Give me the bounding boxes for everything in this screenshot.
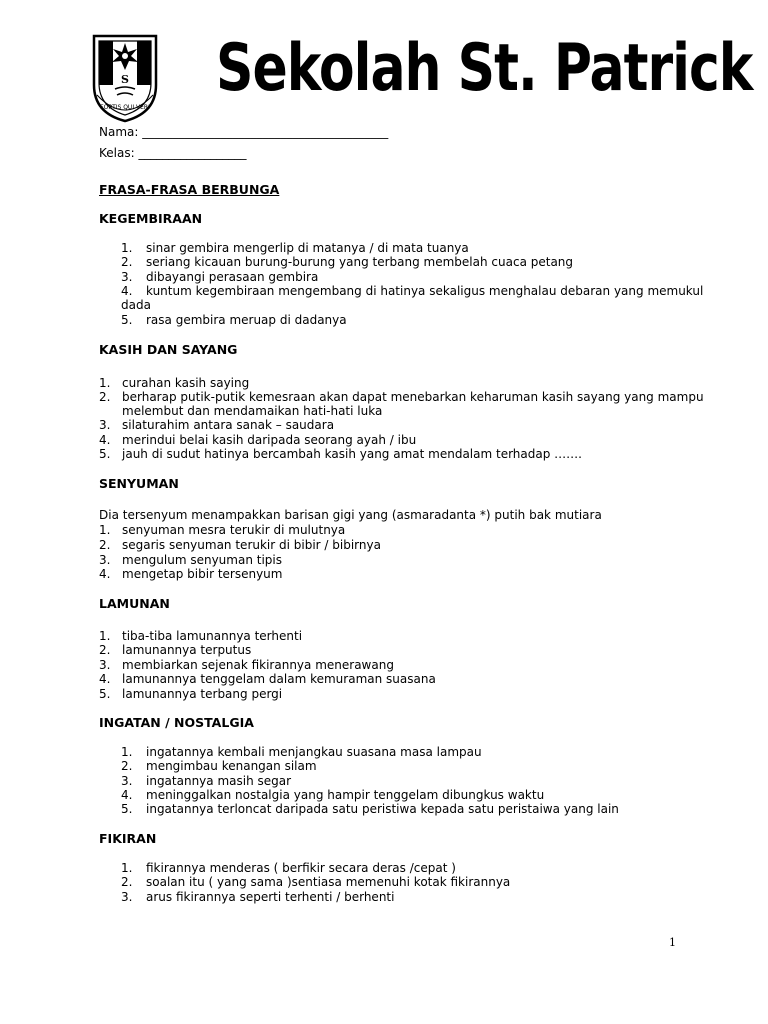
class-field[interactable] xyxy=(99,146,246,161)
list-item: lamunannya terbang pergi xyxy=(122,687,283,701)
list-item: berharap putik-putik kemesraan akan dapat menebarkan keharuman kasih sayang yang mampu xyxy=(122,390,704,404)
list-item: seriang kicauan burung-burung yang terbang membelah cuaca petang xyxy=(146,255,574,269)
list-item: mengimbau kenangan silam xyxy=(146,759,317,773)
list-number: 1. xyxy=(121,745,133,759)
list-item: senyuman mesra terukir di mulutnya xyxy=(122,523,346,537)
list-item: ingatannya masih segar xyxy=(146,774,292,788)
list-item: jauh di sudut hatinya bercambah kasih yang amat mendalam terhadap ……. xyxy=(122,447,582,461)
class-line[interactable]: __________________ xyxy=(138,146,247,160)
list-item: dibayangi perasaan gembira xyxy=(146,270,319,284)
list-number: 4. xyxy=(99,433,111,447)
list-item: fikirannya menderas ( berfikir secara deras /cepat ) xyxy=(146,861,456,875)
list-number: 2. xyxy=(99,538,111,552)
list-item: mengulum senyuman tipis xyxy=(122,553,282,567)
list-item: lamunannya terputus xyxy=(122,643,252,657)
list-number: 5. xyxy=(121,802,133,816)
section-heading: KASIH DAN SAYANG xyxy=(99,342,238,357)
svg-text:S: S xyxy=(121,73,129,86)
list-number: 2. xyxy=(99,390,111,404)
list-number: 3. xyxy=(121,774,133,788)
list-number: 4. xyxy=(99,567,111,581)
list-number: 2. xyxy=(99,643,111,657)
list-number: 3. xyxy=(99,418,111,432)
list-number: 4. xyxy=(121,284,133,298)
name-label: Nama: xyxy=(99,125,139,139)
document-title: FRASA-FRASA BERBUNGA xyxy=(99,182,280,197)
list-item: membiarkan sejenak fikirannya menerawang xyxy=(122,658,394,672)
list-item: soalan itu ( yang sama )sentiasa memenuhi kotak fikirannya xyxy=(146,875,511,889)
list-item: arus fikirannya seperti terhenti / berhenti xyxy=(146,890,395,904)
list-number: 3. xyxy=(121,270,133,284)
list-item: mengetap bibir tersenyum xyxy=(122,567,283,581)
list-item: kuntum kegembiraan mengembang di hatinya sekaligus menghalau debaran yang memukul xyxy=(146,284,704,298)
list-number: 1. xyxy=(99,376,111,390)
section-heading: INGATAN / NOSTALGIA xyxy=(99,715,254,730)
list-item-continuation: melembut dan mendamaikan hati-hati luka xyxy=(122,404,383,418)
list-number: 4. xyxy=(121,788,133,802)
list-item: lamunannya tenggelam dalam kemuraman suasana xyxy=(122,672,436,686)
list-item: tiba-tiba lamunannya terhenti xyxy=(122,629,303,643)
list-number: 3. xyxy=(99,553,111,567)
list-item: meninggalkan nostalgia yang hampir tenggelam dibungkus waktu xyxy=(146,788,545,802)
list-item: sinar gembira mengerlip di matanya / di mata tuanya xyxy=(146,241,469,255)
section-heading: KEGEMBIRAAN xyxy=(99,211,203,226)
list-item: merindui belai kasih daripada seorang ayah / ibu xyxy=(122,433,417,447)
section-heading: LAMUNAN xyxy=(99,596,170,611)
list-number: 1. xyxy=(99,523,111,537)
list-number: 3. xyxy=(99,658,111,672)
list-number: 2. xyxy=(121,759,133,773)
list-number: 5. xyxy=(121,313,133,327)
school-name-heading: Sekolah St. Patrick xyxy=(216,31,753,106)
section-heading: FIKIRAN xyxy=(99,831,157,846)
name-line[interactable]: _________________________________________ xyxy=(142,125,389,139)
list-number: 2. xyxy=(121,255,133,269)
list-item: ingatannya kembali menjangkau suasana masa lampau xyxy=(146,745,482,759)
name-field[interactable] xyxy=(99,125,388,140)
list-item-continuation: dada xyxy=(121,298,151,312)
section-intro: Dia tersenyum menampakkan barisan gigi yang (asmaradanta *) putih bak mutiara xyxy=(99,508,602,522)
list-item: rasa gembira meruap di dadanya xyxy=(146,313,347,327)
list-number: 1. xyxy=(99,629,111,643)
list-number: 3. xyxy=(121,890,133,904)
list-number: 2. xyxy=(121,875,133,889)
list-number: 1. xyxy=(121,861,133,875)
section-heading: SENYUMAN xyxy=(99,476,179,491)
list-item: segaris senyuman terukir di bibir / bibirnya xyxy=(122,538,381,552)
list-number: 5. xyxy=(99,687,111,701)
list-item: curahan kasih saying xyxy=(122,376,250,390)
list-item: silaturahim antara sanak – saudara xyxy=(122,418,335,432)
list-item: ingatannya terloncat daripada satu peristiwa kepada satu peristaiwa yang lain xyxy=(146,802,619,816)
list-number: 4. xyxy=(99,672,111,686)
school-crest-logo xyxy=(91,33,159,123)
page-number: 1 xyxy=(669,936,676,949)
crest-motto: FORTIS QUI VERI xyxy=(100,104,150,111)
list-number: 1. xyxy=(121,241,133,255)
class-label: Kelas: xyxy=(99,146,135,160)
list-number: 5. xyxy=(99,447,111,461)
